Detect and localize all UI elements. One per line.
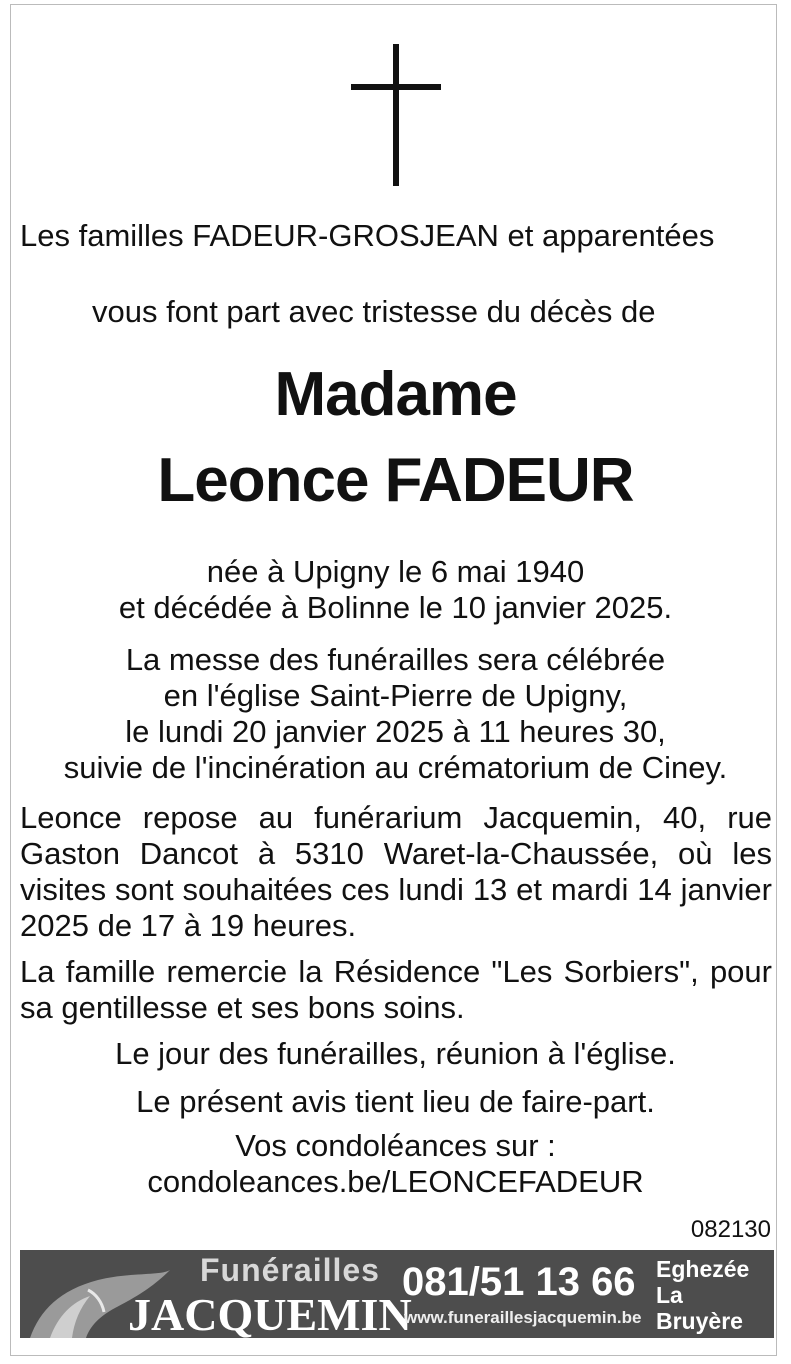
deceased-name: Leonce FADEUR (157, 446, 634, 515)
condolences-link[interactable]: condoleances.be/LEONCEFADEUR (147, 1164, 644, 1199)
town-eghezee: Eghezée (656, 1256, 750, 1282)
latin-cross-icon (351, 44, 441, 186)
reference-number: 082130 (690, 1216, 771, 1243)
death-line: et décédée à Bolinne le 10 janvier 2025. (118, 590, 673, 625)
funeral-home-banner (20, 1250, 774, 1360)
mass-line-2: en l'église Saint-Pierre de Upigny, (163, 678, 628, 713)
towns-list (656, 1256, 774, 1360)
condolences-label: Vos condoléances sur : (235, 1128, 556, 1163)
thanks-paragraph: La famille remercie la Résidence "Les Sorbiers", pour sa gentillesse et ses bons soins. (20, 954, 772, 1025)
visits-paragraph: Leonce repose au funérarium Jacquemin, 40, rue Gaston Dancot à 5310 Waret-la-Chaussée, où les visites sont souhaitées ces lundi 13 et mardi 14 janvier 2025 de 17 à 19 heures. (20, 800, 772, 943)
mass-line-4: suivie de l'incinération au crématorium de Ciney. (63, 750, 728, 785)
brand-funerailles: Funérailles (200, 1252, 380, 1288)
mass-line-1: La messe des funérailles sera célébrée (125, 642, 666, 677)
deceased-title: Madame (274, 360, 517, 429)
birth-line: née à Upigny le 6 mai 1940 (206, 554, 585, 589)
intro-line-1: Les familles FADEUR-GROSJEAN et apparentées (20, 218, 715, 253)
brand-jacquemin: JACQUEMIN (128, 1289, 412, 1340)
town-la-bruyere: La Bruyère (656, 1282, 743, 1334)
website-link[interactable]: www.funeraillesjacquemin.be (404, 1308, 642, 1327)
mass-line-3: le lundi 20 janvier 2025 à 11 heures 30, (125, 714, 666, 749)
town-perwez: Perwez (656, 1334, 736, 1360)
intro-line-2: vous font part avec tristesse du décès de (92, 294, 656, 329)
notice-line: Le présent avis tient lieu de faire-part. (136, 1084, 655, 1119)
meeting-line: Le jour des funérailles, réunion à l'église. (115, 1036, 676, 1071)
phone-number[interactable]: 081/51 13 66 (402, 1260, 636, 1304)
